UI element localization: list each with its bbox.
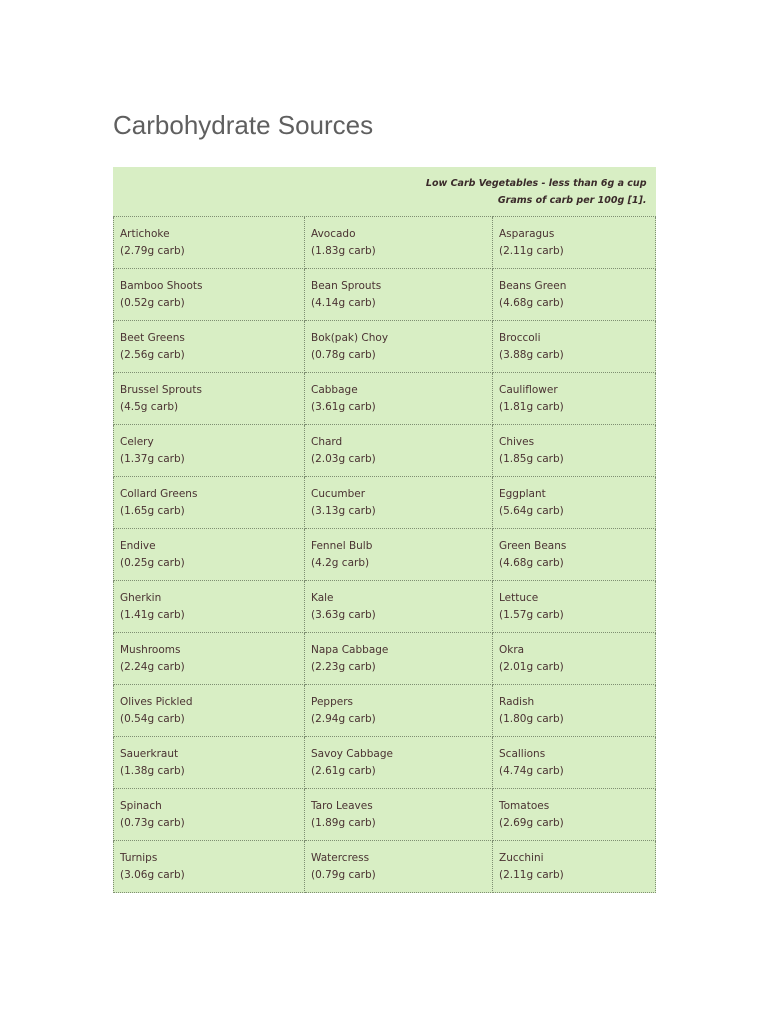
vegetable-cell <box>114 789 305 841</box>
vegetable-cell <box>114 217 305 269</box>
vegetable-name: Scallions <box>499 747 546 760</box>
vegetable-name: Asparagus <box>499 227 555 240</box>
vegetable-cell <box>114 685 305 737</box>
table-header-row <box>114 167 656 217</box>
carb-amount: (3.63g carb) <box>311 608 376 621</box>
carb-amount: (1.37g carb) <box>120 452 185 465</box>
vegetable-cell <box>114 841 305 893</box>
vegetable-cell <box>305 737 493 789</box>
carb-amount: (0.52g carb) <box>120 296 185 309</box>
page-title: Carbohydrate Sources <box>113 110 374 140</box>
vegetable-name: Okra <box>499 643 525 656</box>
carb-amount: (2.11g carb) <box>499 244 564 257</box>
table-row <box>114 529 656 581</box>
vegetable-cell <box>493 737 656 789</box>
vegetable-name: Artichoke <box>120 227 170 240</box>
table-row <box>114 373 656 425</box>
table-row <box>114 269 656 321</box>
carb-amount: (2.56g carb) <box>120 348 185 361</box>
carb-amount: (4.68g carb) <box>499 556 564 569</box>
carb-amount: (3.06g carb) <box>120 868 185 881</box>
table-header-title: Low Carb Vegetables - less than 6g a cup <box>425 177 647 189</box>
vegetable-cell <box>305 581 493 633</box>
vegetable-name: Chives <box>499 435 535 448</box>
vegetable-name: Tomatoes <box>499 799 550 812</box>
carb-amount: (1.65g carb) <box>120 504 185 517</box>
vegetable-cell <box>493 685 656 737</box>
vegetable-cell <box>493 581 656 633</box>
carb-amount: (3.61g carb) <box>311 400 376 413</box>
carb-amount: (2.01g carb) <box>499 660 564 673</box>
carb-amount: (1.83g carb) <box>311 244 376 257</box>
carb-amount: (4.5g carb) <box>120 400 179 413</box>
vegetable-cell <box>305 529 493 581</box>
vegetable-cell <box>305 841 493 893</box>
table-row <box>114 477 656 529</box>
vegetable-name: Lettuce <box>499 591 539 604</box>
vegetable-name: Bamboo Shoots <box>120 279 203 292</box>
carb-amount: (4.2g carb) <box>311 556 370 569</box>
carb-amount: (2.79g carb) <box>120 244 185 257</box>
vegetable-cell <box>114 737 305 789</box>
vegetable-name: Eggplant <box>499 487 546 500</box>
vegetable-cell <box>493 373 656 425</box>
vegetable-name: Chard <box>311 435 343 448</box>
vegetable-cell <box>493 477 656 529</box>
vegetable-cell <box>493 789 656 841</box>
carb-amount: (1.38g carb) <box>120 764 185 777</box>
vegetable-name: Napa Cabbage <box>311 643 389 656</box>
vegetable-name: Kale <box>311 591 334 604</box>
vegetable-cell <box>114 477 305 529</box>
vegetable-name: Cucumber <box>311 487 366 500</box>
carb-amount: (0.79g carb) <box>311 868 376 881</box>
vegetable-cell <box>114 269 305 321</box>
vegetable-name: Endive <box>120 539 156 552</box>
carb-amount: (4.68g carb) <box>499 296 564 309</box>
vegetable-name: Turnips <box>120 851 158 864</box>
table-row <box>114 789 656 841</box>
vegetable-name: Peppers <box>311 695 353 708</box>
vegetable-cell <box>493 321 656 373</box>
table-row <box>114 737 656 789</box>
table-row <box>114 321 656 373</box>
table-header-subtitle: Grams of carb per 100g [1]. <box>497 194 647 206</box>
carb-amount: (0.25g carb) <box>120 556 185 569</box>
vegetable-name: Bean Sprouts <box>311 279 382 292</box>
vegetable-name: Sauerkraut <box>120 747 179 760</box>
vegetable-cell <box>493 217 656 269</box>
table-row <box>114 633 656 685</box>
vegetable-cell <box>305 269 493 321</box>
table-row <box>114 217 656 269</box>
vegetable-name: Gherkin <box>120 591 162 604</box>
vegetable-cell <box>305 789 493 841</box>
vegetable-name: Bok(pak) Choy <box>311 331 389 344</box>
vegetable-name: Broccoli <box>499 331 541 344</box>
vegetable-name: Cauliflower <box>499 383 558 396</box>
vegetable-name: Celery <box>120 435 154 448</box>
carb-amount: (2.61g carb) <box>311 764 376 777</box>
vegetable-cell <box>493 529 656 581</box>
table-row <box>114 841 656 893</box>
carb-amount: (1.41g carb) <box>120 608 185 621</box>
carb-amount: (3.13g carb) <box>311 504 376 517</box>
vegetable-cell <box>493 633 656 685</box>
vegetable-cell <box>305 321 493 373</box>
vegetable-cell <box>305 217 493 269</box>
carb-amount: (2.94g carb) <box>311 712 376 725</box>
table-body <box>114 217 656 893</box>
carb-amount: (1.80g carb) <box>499 712 564 725</box>
vegetable-cell <box>114 529 305 581</box>
vegetable-name: Green Beans <box>499 539 567 552</box>
carb-amount: (0.54g carb) <box>120 712 185 725</box>
table-header-cell <box>114 167 656 217</box>
vegetable-name: Radish <box>499 695 535 708</box>
vegetable-cell <box>305 685 493 737</box>
vegetable-cell <box>114 425 305 477</box>
vegetable-name: Fennel Bulb <box>311 539 373 552</box>
vegetable-cell <box>493 425 656 477</box>
carb-amount: (2.69g carb) <box>499 816 564 829</box>
table-row <box>114 425 656 477</box>
carb-amount: (1.57g carb) <box>499 608 564 621</box>
vegetable-cell <box>114 373 305 425</box>
carb-amount: (4.14g carb) <box>311 296 376 309</box>
vegetable-name: Taro Leaves <box>311 799 373 812</box>
vegetable-cell <box>493 269 656 321</box>
vegetable-name: Mushrooms <box>120 643 181 656</box>
vegetable-name: Avocado <box>311 227 356 240</box>
vegetable-cell <box>305 425 493 477</box>
vegetable-name: Olives Pickled <box>120 695 193 708</box>
carb-amount: (0.78g carb) <box>311 348 376 361</box>
carb-amount: (2.11g carb) <box>499 868 564 881</box>
carb-amount: (1.89g carb) <box>311 816 376 829</box>
carb-amount: (1.85g carb) <box>499 452 564 465</box>
vegetable-name: Watercress <box>311 851 370 864</box>
vegetable-name: Beet Greens <box>120 331 185 344</box>
carb-amount: (3.88g carb) <box>499 348 564 361</box>
vegetable-cell <box>305 373 493 425</box>
vegetable-name: Cabbage <box>311 383 358 396</box>
vegetable-name: Savoy Cabbage <box>311 747 393 760</box>
table-row <box>114 581 656 633</box>
carb-amount: (1.81g carb) <box>499 400 564 413</box>
carb-table <box>113 167 656 893</box>
carb-amount: (2.03g carb) <box>311 452 376 465</box>
vegetable-cell <box>114 581 305 633</box>
carb-amount: (5.64g carb) <box>499 504 564 517</box>
vegetable-name: Zucchini <box>499 851 544 864</box>
vegetable-name: Spinach <box>120 799 162 812</box>
vegetable-cell <box>305 633 493 685</box>
vegetable-cell <box>305 477 493 529</box>
table-row <box>114 685 656 737</box>
vegetable-name: Beans Green <box>499 279 567 292</box>
vegetable-cell <box>114 321 305 373</box>
vegetable-name: Collard Greens <box>120 487 198 500</box>
vegetable-name: Brussel Sprouts <box>120 383 202 396</box>
carb-amount: (4.74g carb) <box>499 764 564 777</box>
carb-amount: (2.23g carb) <box>311 660 376 673</box>
vegetable-cell <box>114 633 305 685</box>
vegetable-cell <box>493 841 656 893</box>
carb-amount: (2.24g carb) <box>120 660 185 673</box>
carb-amount: (0.73g carb) <box>120 816 185 829</box>
